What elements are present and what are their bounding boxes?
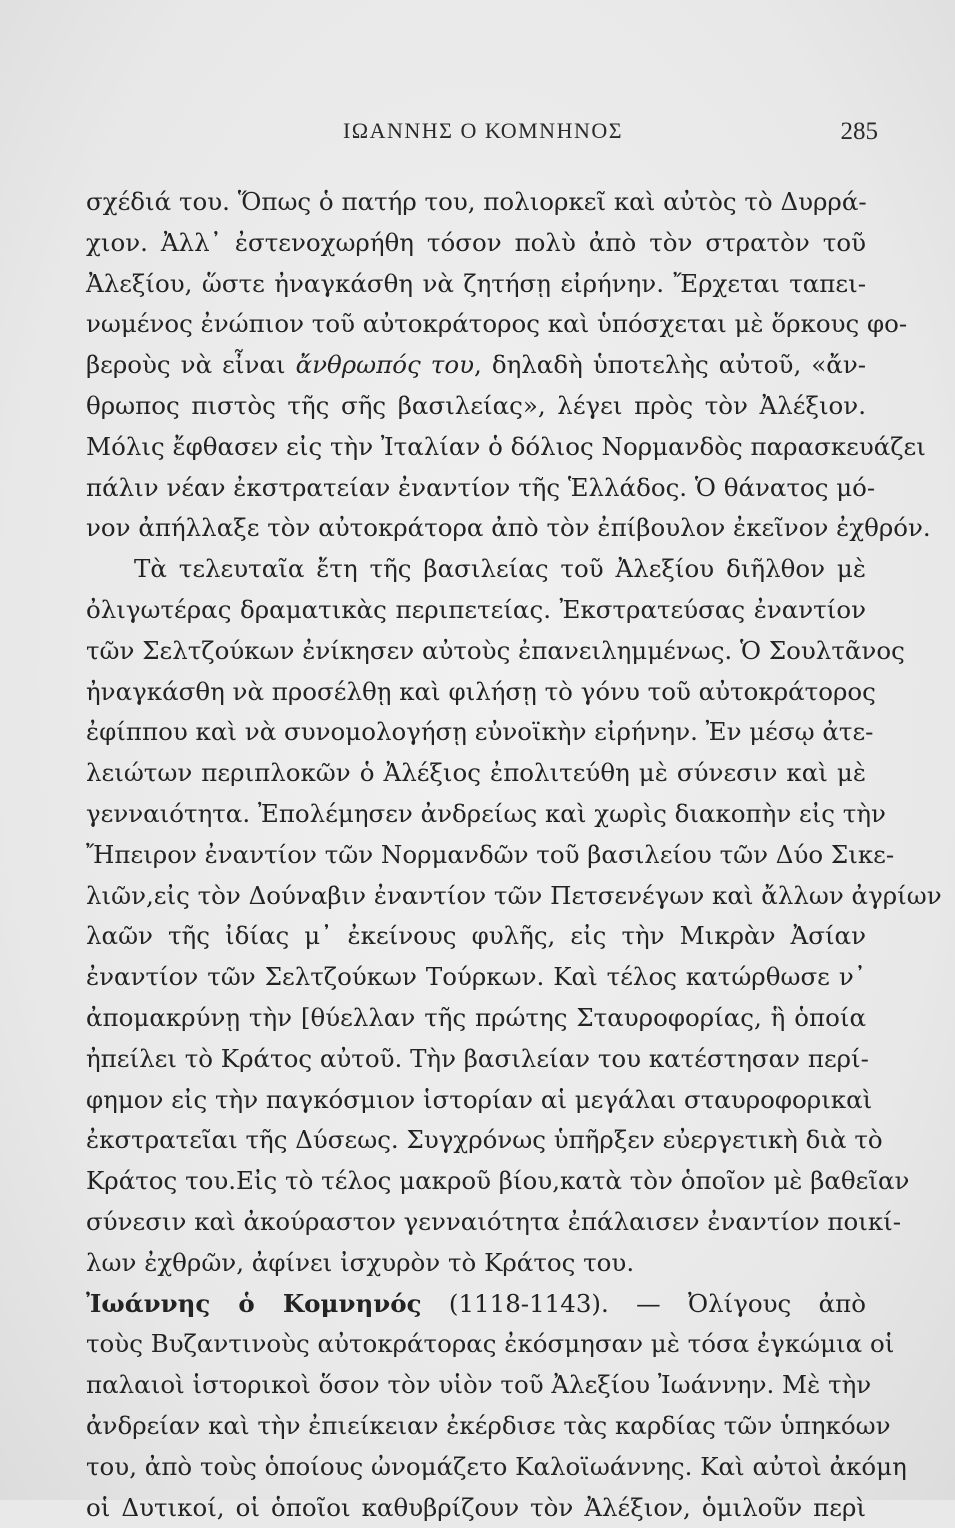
text-line-with-italic — [86, 345, 866, 386]
text-line: σχέδιά του. Ὅπως ὁ πατήρ του, πολιορκεῖ καὶ αὐτὸς τὸ Δυρρά- — [86, 182, 866, 223]
text-line: γενναιότητα. Ἐπολέμησεν ἀνδρείως καὶ χωρὶς διακοπὴν εἰς τὴν — [86, 794, 866, 835]
text-line: του, ἀπὸ τοὺς ὁποίους ὠνομάζετο Καλοϊωάννης. Καὶ αὐτοὶ ἀκόμη — [86, 1447, 866, 1488]
text-line: ἐκστρατεῖαι τῆς Δύσεως. Συγχρόνως ὑπῆρξεν εὐεργετικὴ διὰ τὸ — [86, 1120, 866, 1161]
text-line: σύνεσιν καὶ ἀκούραστον γενναιότητα ἐπάλαισεν ἐναντίον ποικί- — [86, 1202, 866, 1243]
text-line: χιον. Ἀλλ᾽ ἐστενοχωρήθη τόσον πολὺ ἀπὸ τὸν στρατὸν τοῦ — [86, 223, 866, 264]
text-line: ἀπομακρύνῃ τὴν [θύελλαν τῆς πρώτης Σταυροφορίας, ἣ ὁποία — [86, 998, 866, 1039]
text-line: Ἀλεξίου, ὥστε ἠναγκάσθη νὰ ζητήσῃ εἰρήνην. Ἔρχεται ταπει- — [86, 264, 866, 305]
section-heading: Ἰωάννης ὁ Κομνηνός — [86, 1289, 422, 1318]
text-line: ἠπείλει τὸ Κράτος αὐτοῦ. Τὴν βασιλείαν του κατέστησαν περί- — [86, 1039, 866, 1080]
paragraph-last-line: λων ἐχθρῶν, ἀφίνει ἰσχυρὸν τὸ Κράτος του. — [86, 1243, 866, 1284]
text-line: οἱ Δυτικοί, οἱ ὁποῖοι καθυβρίζουν τὸν Ἀλέξιον, ὁμιλοῦν περὶ — [86, 1488, 866, 1528]
text-line: θρωπος πιστὸς τῆς σῆς βασιλείας», λέγει πρὸς τὸν Ἀλέξιον. — [86, 386, 866, 427]
text-line: λιῶν,εἰς τὸν Δούναβιν ἐναντίον τῶν Πετσενέγων καὶ ἄλλων ἀγρίων — [86, 876, 866, 917]
text-line: παλαιοὶ ἱστορικοὶ ὅσον τὸν υἱὸν τοῦ Ἀλεξίου Ἰωάννην. Μὲ τὴν — [86, 1365, 866, 1406]
text-line: ἐναντίον τῶν Σελτζούκων Τούρκων. Καὶ τέλος κατώρθωσε ν᾽ — [86, 957, 866, 998]
italic-phrase: ἄνθρωπός του — [296, 350, 474, 379]
section-heading-line — [86, 1284, 866, 1325]
text-line: ἀνδρείαν καὶ τὴν ἐπιείκειαν ἐκέρδισε τὰς καρδίας τῶν ὑπηκόων — [86, 1406, 866, 1447]
body-text — [86, 182, 866, 1528]
text-line: τοὺς Βυζαντινοὺς αὐτοκράτορας ἐκόσμησαν μὲ τόσα ἐγκώμια οἱ — [86, 1324, 866, 1365]
paragraph-first-line: Τὰ τελευταῖα ἔτη τῆς βασιλείας τοῦ Ἀλεξίου διῆλθον μὲ — [86, 549, 866, 590]
text-line: νωμένος ἐνώπιον τοῦ αὐτοκράτορος καὶ ὑπόσχεται μὲ ὅρκους φο- — [86, 304, 866, 345]
text-line: ἠναγκάσθη νὰ προσέλθῃ καὶ φιλήσῃ τὸ γόνυ τοῦ αὐτοκράτορος — [86, 672, 866, 713]
text-span: , δηλαδὴ ὑποτελὴς αὐτοῦ, «ἄν- — [474, 350, 866, 379]
text-line: ὀλιγωτέρας δραματικὰς περιπετείας. Ἐκστρατεύσας ἐναντίον — [86, 590, 866, 631]
running-title: ΙΩΑΝΝΗΣ Ο ΚΟΜΝΗΝΟΣ — [88, 118, 878, 144]
text-line: φημον εἰς τὴν παγκόσμιον ἱστορίαν αἱ μεγάλαι σταυροφορικαὶ — [86, 1080, 866, 1121]
text-span: βεροὺς νὰ εἶναι — [86, 350, 296, 379]
page-header — [88, 118, 878, 152]
page-number: 285 — [841, 118, 879, 146]
text-line: Μόλις ἔφθασεν εἰς τὴν Ἰταλίαν ὁ δόλιος Νορμανδὸς παρασκευάζει — [86, 427, 866, 468]
text-line: νον ἀπήλλαξε τὸν αὐτοκράτορα ἀπὸ τὸν ἐπίβουλον ἐκεῖνον ἐχθρόν. — [86, 508, 866, 549]
text-line: λειώτων περιπλοκῶν ὁ Ἀλέξιος ἐπολιτεύθη μὲ σύνεσιν καὶ μὲ — [86, 753, 866, 794]
text-line: λαῶν τῆς ἰδίας μ᾽ ἐκείνους φυλῆς, εἰς τὴν Μικρὰν Ἀσίαν — [86, 916, 866, 957]
text-line: πάλιν νέαν ἐκστρατείαν ἐναντίον τῆς Ἑλλάδος. Ὁ θάνατος μό- — [86, 468, 866, 509]
text-line: ἐφίππου καὶ νὰ συνομολογήσῃ εὐνοϊκὴν εἰρήνην. Ἐν μέσῳ ἀτε- — [86, 712, 866, 753]
text-line: Κράτος του.Εἰς τὸ τέλος μακροῦ βίου,κατὰ τὸν ὁποῖον μὲ βαθεῖαν — [86, 1161, 866, 1202]
text-line: Ἤπειρον ἐναντίον τῶν Νορμανδῶν τοῦ βασιλείου τῶν Δύο Σικε- — [86, 835, 866, 876]
text-span: (1118-1143). — Ὀλίγους ἀπὸ — [449, 1289, 866, 1318]
text-line: τῶν Σελτζούκων ἐνίκησεν αὐτοὺς ἐπανειλημμένως. Ὁ Σουλτᾶνος — [86, 631, 866, 672]
